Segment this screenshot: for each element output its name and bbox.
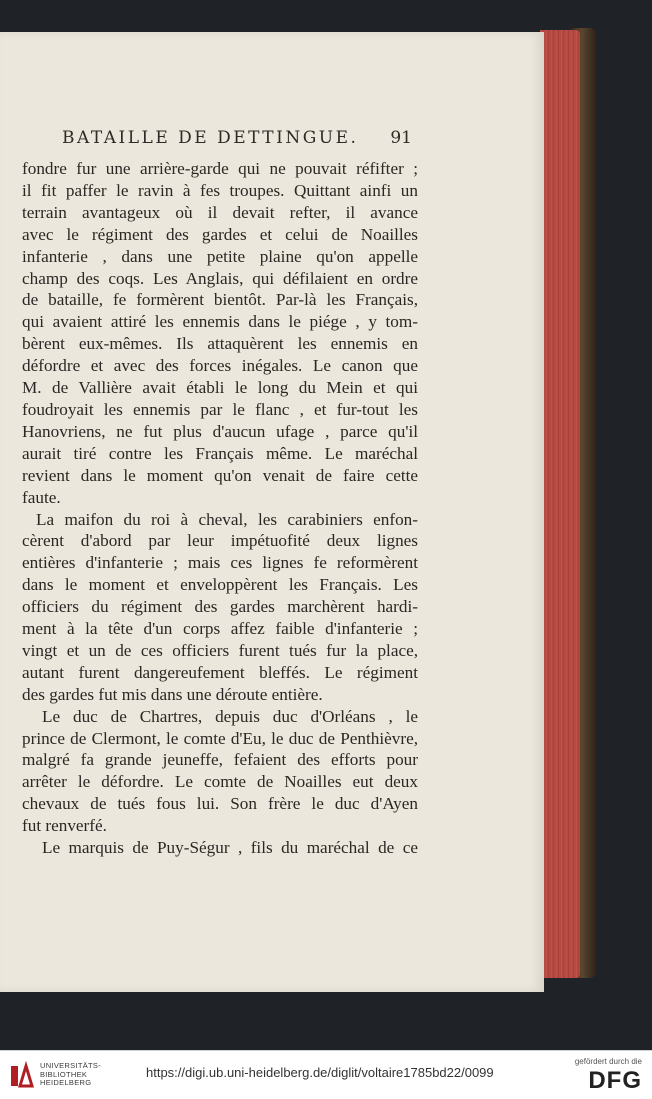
text-line: vingt et un de ces officiers furent tués fur la place, — [22, 640, 418, 660]
running-header — [62, 128, 412, 152]
dfg-logo: DFG — [588, 1067, 642, 1094]
text-line: fut renverfé. — [22, 816, 107, 836]
text-line: Le duc de Chartres, depuis duc d'Orléans , le — [42, 706, 418, 726]
text-line: officiers du régiment des gardes marchèrent hardi- — [22, 597, 418, 617]
text-line: cèrent d'abord par leur impétuofité deux lignes — [22, 531, 418, 551]
text-line: avec le régiment des gardes et celui de Noailles — [22, 224, 418, 244]
text-line: infanterie , dans une petite plaine qu'on appelle — [22, 246, 418, 266]
page-edges — [540, 30, 580, 978]
permalink-url[interactable]: https://digi.ub.uni-heidelberg.de/diglit/voltaire1785bd22/0099 — [146, 1065, 494, 1080]
text-line: des gardes fut mis dans une déroute entière. — [22, 684, 323, 704]
text-line: chevaux de tués fous lui. Son frère le duc d'Ayen — [22, 794, 418, 814]
text-line: ment à la tête d'un corps affez faible d'infanterie ; — [22, 619, 418, 639]
text-line: malgré fa grande jeuneffe, fefaient des efforts pour — [22, 750, 418, 770]
text-line: de bataille, fe formèrent bientôt. Par-là les Français, — [22, 290, 418, 310]
page-number: 91 — [390, 128, 412, 148]
text-line: fondre fur une arrière-garde qui ne pouvait réfifter ; — [22, 159, 418, 178]
text-line: prince de Clermont, le comte d'Eu, le duc de Penthièvre, — [22, 728, 418, 748]
text-line: faute. — [22, 487, 61, 507]
sponsor-label: gefördert durch die — [574, 1057, 642, 1066]
text-line: il fit paffer le ravin à fes troupes. Quittant ainfi un — [22, 180, 418, 200]
running-title: BATAILLE DE DETTINGUE. — [62, 128, 359, 148]
text-line: qui avaient attiré les ennemis dans le piége , y tom- — [22, 312, 418, 332]
text-line: autant furent dangereufement bleffés. Le régiment — [22, 662, 418, 682]
text-line: revient dans le moment qu'on venait de faire cette — [22, 465, 418, 485]
text-line: dans le moment et enveloppèrent les Français. Les — [22, 575, 418, 595]
body-text — [22, 158, 418, 859]
text-line: entières d'infanterie ; mais ces lignes fe reformèrent — [22, 553, 418, 573]
text-line: M. de Vallière avait établi le long du Mein et qui — [22, 378, 418, 398]
text-line: Le marquis de Puy-Ségur , fils du maréchal de ce — [42, 838, 418, 858]
text-line: défordre et avec des forces inégales. Le canon que — [22, 356, 418, 376]
text-line: Hanovriens, ne fut plus d'aucun ufage , parce qu'il — [22, 421, 418, 441]
text-line: champ des coqs. Les Anglais, qui défilaient en ordre — [22, 268, 418, 288]
text-line: aurait tiré contre les Français même. Le maréchal — [22, 443, 418, 463]
university-library-logo-icon — [8, 1061, 36, 1089]
library-name: UNIVERSITÄTS- BIBLIOTHEK HEIDELBERG — [40, 1061, 101, 1088]
text-line: foudroyait les ennemis par le flanc , et fur-tout les — [22, 399, 418, 419]
text-line: bèrent eux-mêmes. Ils attaquèrent les ennemis en — [22, 334, 418, 354]
text-line: terrain avantageux où il devait refter, il avance — [22, 202, 418, 222]
viewer-footer — [0, 1050, 652, 1099]
text-line: arrêter le défordre. Le comte de Noailles eut deux — [22, 772, 418, 792]
text-line: La maifon du roi à cheval, les carabiniers enfon- — [36, 509, 418, 529]
